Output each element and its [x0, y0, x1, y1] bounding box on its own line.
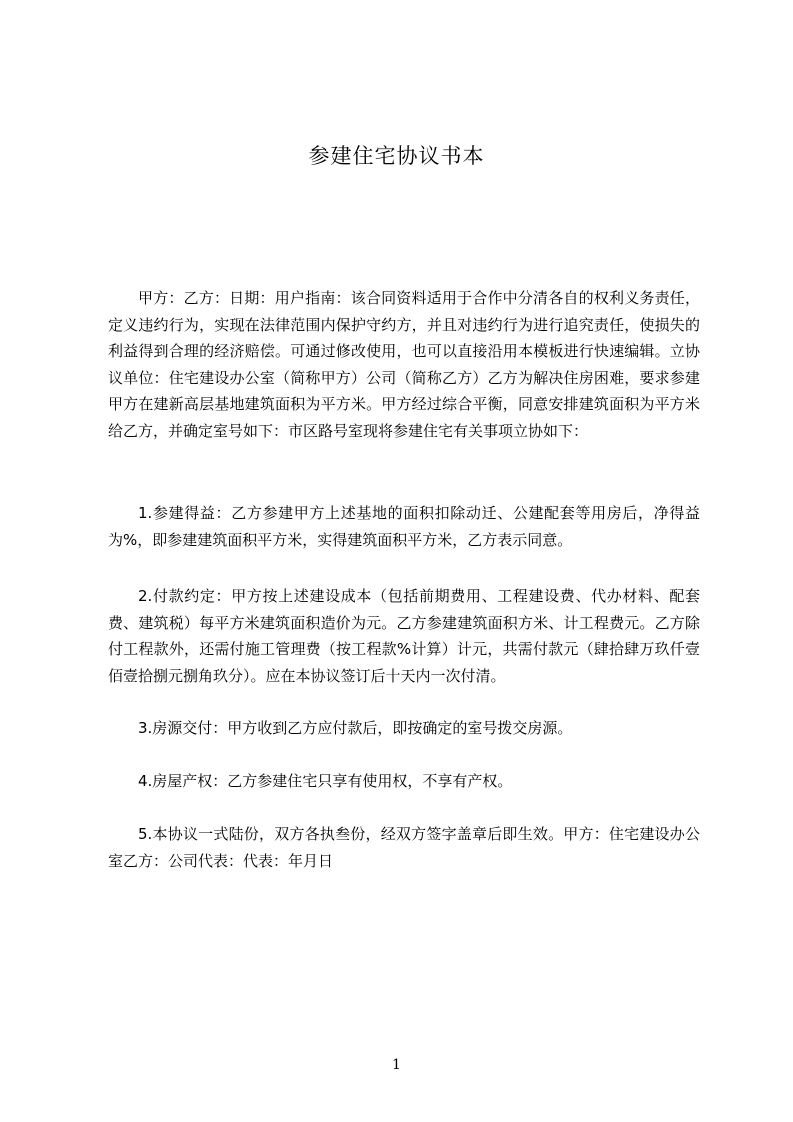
clause-5-paragraph: 5.本协议一式陆份，双方各执叁份，经双方签字盖章后即生效。甲方：住宅建设办公室乙方：公司代表：代表：年月日 [108, 825, 700, 870]
document-title: 参建住宅协议书本 [308, 144, 485, 168]
clause-1-paragraph: 1.参建得益：乙方参建甲方上述基地的面积扣除动迁、公建配套等用房后，净得益为%，即参建建筑面积平方米，实得建筑面积平方米，乙方表示同意。 [108, 504, 700, 549]
clause-4-paragraph: 4.房屋产权：乙方参建住宅只享有使用权，不享有产权。 [138, 772, 513, 790]
intro-paragraph: 甲方：乙方：日期：用户指南：该合同资料适用于合作中分清各自的权利义务责任，定义违约行为，实现在法律范围内保护守约方，并且对违约行为进行追究责任，使损失的利益得到合理的经济赔偿。可通过修改使用，也可以直接沿用本模板进行快速编辑。立协议单位：住宅建设办公室（简称甲方）公司（简称乙方）乙方为解决住房困难，要求参建甲方在建新高层基地建筑面积为平方米。甲方经过综合平衡，同意安排建筑面积为平方米给乙方，并确定室号如下：市区路号室现将参建住宅有关事项立协如下： [108, 289, 700, 440]
clause-2-paragraph: 2.付款约定：甲方按上述建设成本（包括前期费用、工程建设费、代办材料、配套费、建筑税）每平方米建筑面积造价为元。乙方参建建筑面积方米、计工程费元。乙方除付工程款外，还需付施工管理费（按工程款%计算）计元，共需付款元（肆拾肆万玖仟壹佰壹拾捌元捌角玖分）。应在本协议签订后十天内一次付清。 [108, 587, 700, 685]
page-number: 1 [392, 1057, 401, 1073]
clause-3-paragraph: 3.房源交付：甲方收到乙方应付款后，即按确定的室号拨交房源。 [138, 719, 573, 737]
